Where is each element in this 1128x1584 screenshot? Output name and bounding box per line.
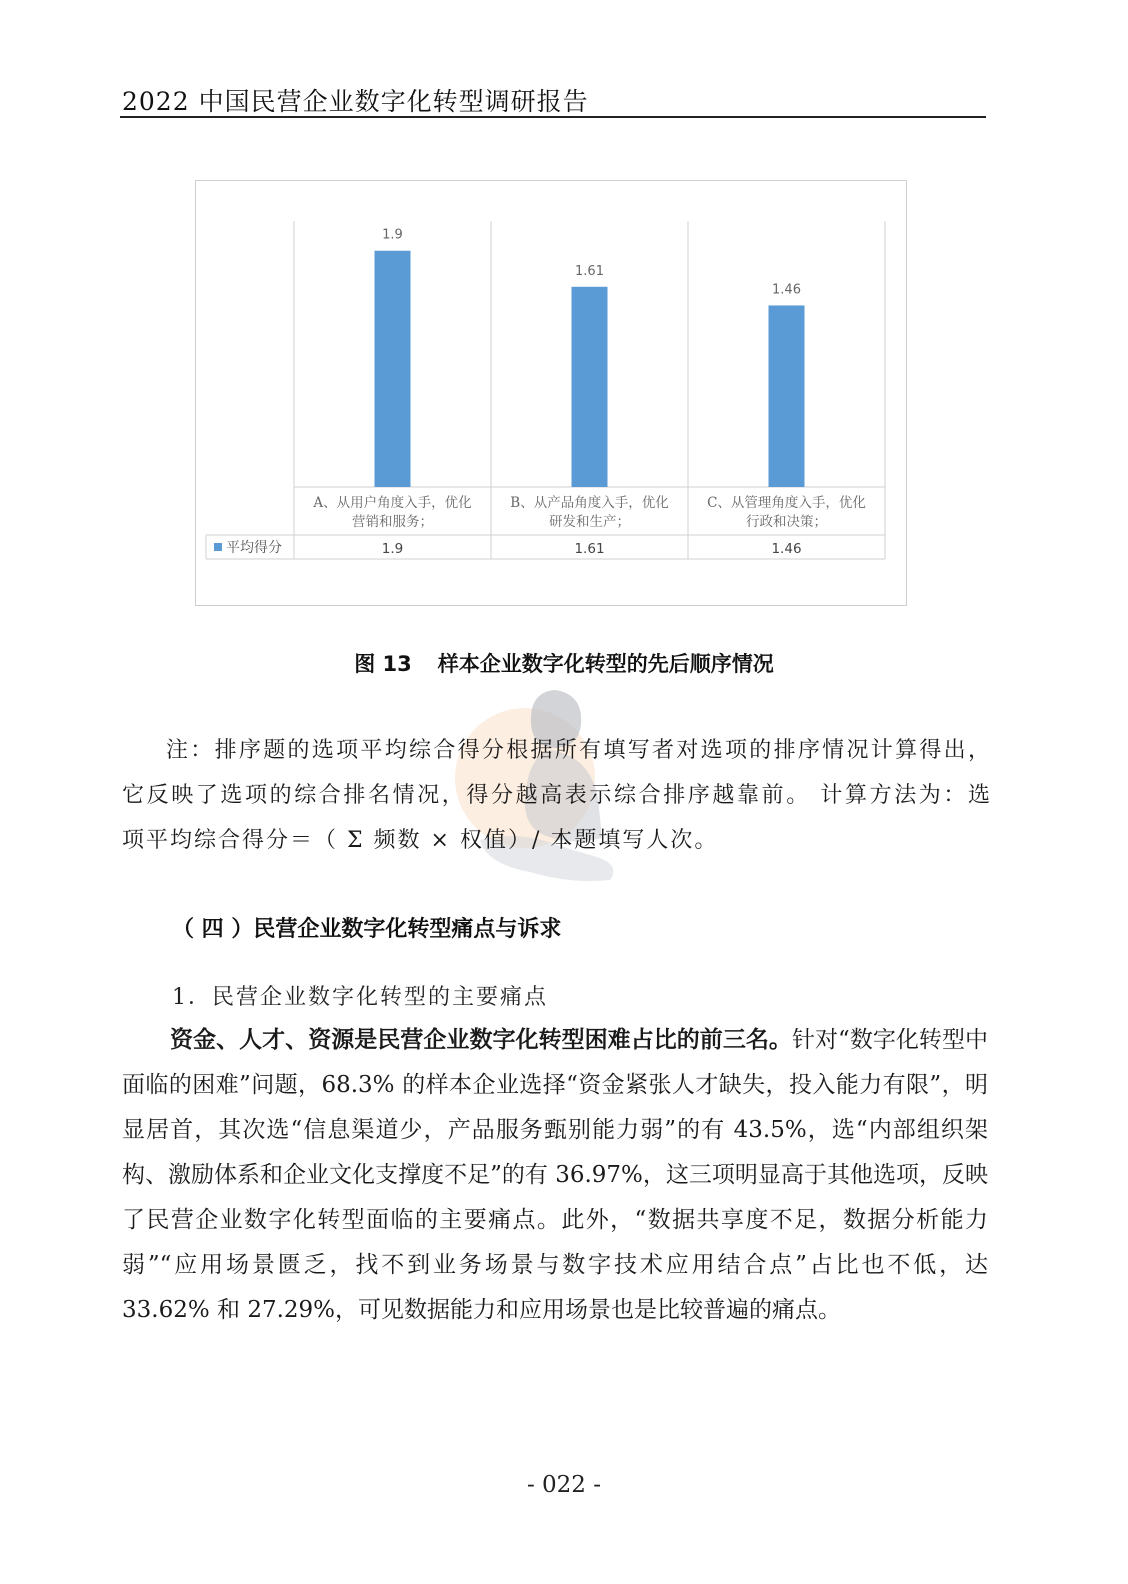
figure-number: 图 13 [354,652,412,676]
bar-b [572,287,608,487]
category-label: C、从管理角度入手，优化 [707,495,866,511]
page-number: - 022 - [526,1472,602,1498]
legend-swatch [214,543,222,551]
bar-value-label: 1.46 [772,282,801,298]
category-label: A、从用户角度入手，优化 [313,495,472,511]
note-text: 注：排序题的选项平均综合得分根据所有填写者对选项的排序情况计算得出，它反映了选项的综合排名情况，得分越高表示综合排序越靠前。 计算方法为：选项平均综合得分＝（ Σ 频数 × 权值）/ 本题填写人次。 [122,738,992,853]
figure-title: 样本企业数字化转型的先后顺序情况 [437,652,774,676]
legend-label: 平均得分 [226,540,282,556]
figure-caption [0,648,1128,678]
report-header-title: 2022 中国民营企业数字化转型调研报告 [122,87,589,116]
bar-a [375,251,411,487]
category-label: 营销和服务； [352,514,433,530]
bar-chart-panel [195,180,907,606]
bar-value-label: 1.61 [575,263,604,279]
table-value: 1.9 [381,541,404,557]
subsection-heading: 1．民营企业数字化转型的主要痛点 [172,985,548,1010]
chart-note [122,728,992,863]
table-value: 1.61 [574,541,605,557]
paragraph-text: 针对“数字化转型中面临的困难”问题，68.3% 的样本企业选择“资金紧张人才缺失，投入能力有限”，明显居首，其次选“信息渠道少，产品服务甄别能力弱”的有 43.5%，选“内部组织架构、激励体系和企业文化支撑度不足”的有 36.97%，这三项明显高于其他选项，反映了民营企业数字化转型面临的主要痛点。此外，“数据共享度不足，数据分析能力弱”“应用场景匮乏，找不到业务场景与数字技术应用结合点”占比也不低，达 33.62% 和 27.29%，可见数据能力和应用场景也是比较普遍的痛点。 [122,1027,988,1323]
bar-c [769,305,805,487]
paragraph-bold-lead: 资金、人才、资源是民营企业数字化转型困难占比的前三名。 [170,1027,792,1053]
category-label: 行政和决策； [746,514,827,530]
section-heading: （ 四 ）民营企业数字化转型痛点与诉求 [172,917,562,942]
header-divider [120,116,986,118]
bar-chart [196,181,906,605]
category-label: 研发和生产； [549,514,630,530]
bar-value-label: 1.9 [382,227,403,243]
table-value: 1.46 [771,541,802,557]
body-paragraph [122,1018,988,1333]
category-label: B、从产品角度入手，优化 [510,495,669,511]
